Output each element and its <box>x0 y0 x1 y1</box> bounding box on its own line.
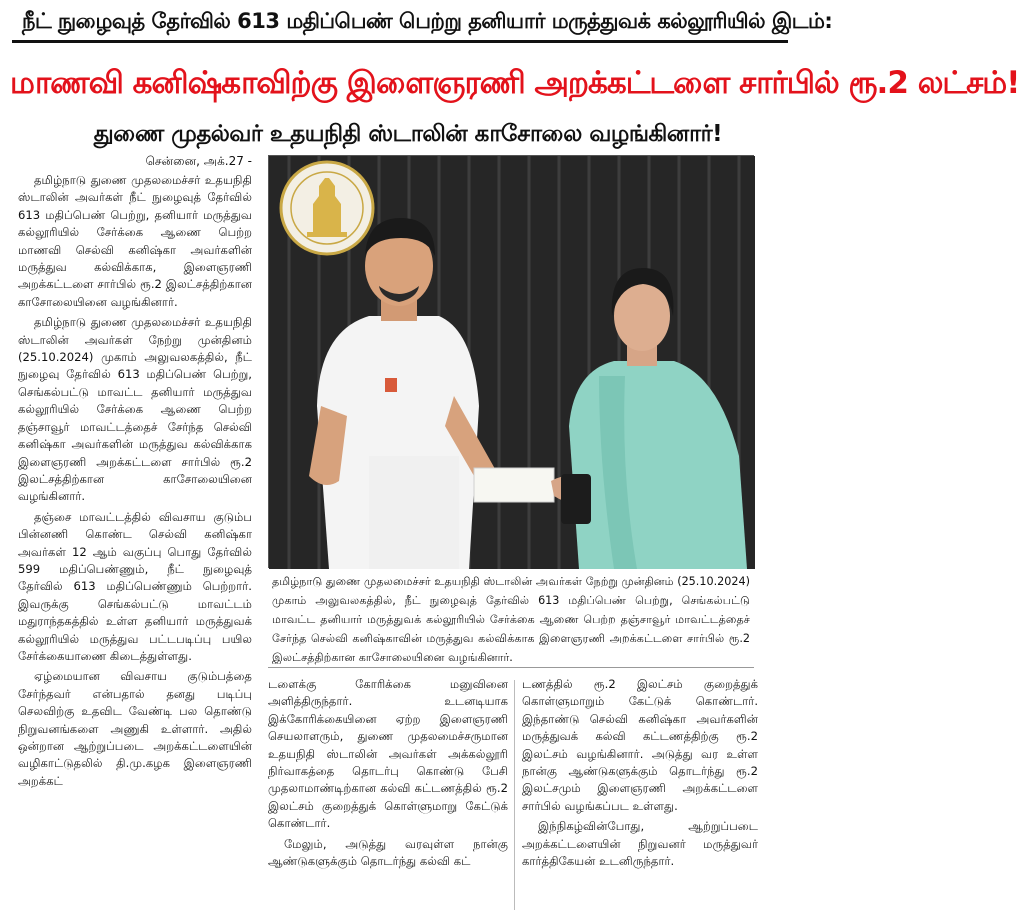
paragraph: டளைக்கு கோரிக்கை மனுவினை அளித்திருந்தார். உடனடியாக இக்கோரிக்கையினை ஏற்ற இளைஞரணி செயலாளரும், துணை முதலமைச்சருமான உதயநிதி ஸ்டாலின் அவர்கள் அக்கல்லூரி நிர்வாகத்தை தொடர்பு கொண்டு பேசி முதலாமாண்டிற்கான கல்வி கட்டணத்தில் ரூ.2 இலட்சம் குறைத்துக் கொள்ளுமாறு கேட்டுக் கொண்டார். <box>268 677 508 831</box>
article-column-left <box>18 152 252 912</box>
news-photo <box>268 155 754 568</box>
paragraph: தஞ்சை மாவட்டத்தில் விவசாய குடும்ப பின்னணி கொண்ட செல்வி கனிஷ்கா அவர்கள் 12 ஆம் வகுப்பு பொது தேர்வில் 599 மதிப்பெண்ணும், நீட் நுழைவுத் தேர்வில் 613 மதிப்பெண்ணும் பெற்றார். இவருக்கு செங்கல்பட்டு மாவட்டம் மதுராந்தகத்தில் உள்ள தனியார் மருத்துவக் கல்லூரியில் மருத்துவ பட்டபடிப்பு பயில சேர்க்கையாணை கிடைத்துள்ளது. <box>18 509 252 663</box>
paragraph: தமிழ்நாடு துணை முதலமைச்சர் உதயநிதி ஸ்டாலின் அவர்கள் நீட் நுழைவுத் தேர்வில் 613 மதிப்பெண் பெற்று, தனியார் மருத்துவ கல்லூரியில் சேர்க்கை ஆணை பெற்ற மாணவி செல்வி கனிஷ்கா அவர்களின் மருத்துவ கல்விக்காக, இளைஞரணி அறக்கட்டளை சார்பில் ரூ.2 இலட்சத்திற்கான காசோலையினை வழங்கினார். <box>18 173 252 309</box>
headline-main: மாணவி கனிஷ்காவிற்கு இளைஞரணி அறக்கட்டளை சார்பில் ரூ.2 லட்சம்! <box>10 65 1019 101</box>
headline-top: நீட் நுழைவுத் தேர்வில் 613 மதிப்பெண் பெற்று தனியார் மருத்துவக் கல்லூரியில் இடம்: <box>22 9 833 33</box>
article-column-right <box>522 676 758 912</box>
photo-caption: தமிழ்நாடு துணை முதலமைச்சர் உதயநிதி ஸ்டாலின் அவர்கள் நேற்று முன்தினம் (25.10.2024) முகாம் அலுவலகத்தில், நீட் நுழைவுத் தேர்வில் 613 மதிப்பெண் பெற்று, செங்கல்பட்டு மாவட்ட தனியார் மருத்துவக் கல்லூரியில் சேர்க்கை ஆணை பெற்ற தஞ்சாவூர் மாவட்டத்தைச் சேர்ந்த செல்வி கனிஷ்காவின் மருத்துவ கல்விக்காக இளைஞரணி அறக்கட்டளை சார்பில் ரூ.2 இலட்சத்திற்கான காசோலையினை வழங்கினார். <box>268 570 754 668</box>
paragraph: டணத்தில் ரூ.2 இலட்சம் குறைத்துக் கொள்ளுமாறும் கேட்டுக் கொண்டார். இந்தாண்டு செல்வி கனிஷ்கா அவர்களின் மருத்துவக் கல்வி கட்டணத்திற்கு ரூ.2 இலட்சம் வழங்கினார். அடுத்து வர உள்ள நான்கு ஆண்டுகளுக்கும் தொடர்ந்து ரூ.2 இலட்சமும் இளைஞரணி அறக்கட்டளை சார்பில் வழங்கப்பட உள்ளது. <box>522 677 758 813</box>
paragraph: மேலும், அடுத்து வரவுள்ள நான்கு ஆண்டுகளுக்கும் தொடர்ந்து கல்வி கட் <box>268 836 508 869</box>
paragraph: ஏழ்மையான விவசாய குடும்பத்தை சேர்ந்தவர் என்பதால் தனது படிப்பு செலவிற்கு உதவிட வேண்டி பல தொண்டு நிறுவனங்களை அணுகி உள்ளார். அதில் ஒன்றான ஆற்றுப்படை அறக்கட்டளையின் வழிகாட்டுதலில் தி.மு.கழக இளைஞரணி அறக்கட் <box>18 669 252 788</box>
column-divider <box>514 680 515 910</box>
cheque <box>474 468 554 502</box>
headline-sub: துணை முதல்வர் உதயநிதி ஸ்டாலின் காசோலை வழங்கினார்! <box>93 121 723 147</box>
headline-rule <box>12 40 788 43</box>
paragraph: இந்நிகழ்வின்போது, ஆற்றுப்படை அறக்கட்டளையின் நிறுவனர் மருத்துவர் கார்த்திகேயன் உடனிருந்தார். <box>522 819 758 869</box>
photo-illustration <box>269 156 755 569</box>
tamil-nadu-emblem-icon <box>281 162 373 254</box>
paragraph: தமிழ்நாடு துணை முதலமைச்சர் உதயநிதி ஸ்டாலின் அவர்கள் நேற்று முன்தினம் (25.10.2024) முகாம் அலுவலகத்தில், நீட் நுழைவு தேர்வில் 613 மதிப்பெண் பெற்று, செங்கல்பட்டு மாவட்ட தனியார் மருத்துவ கல்லூரியில் சேர்க்கை ஆணை பெற்ற தஞ்சாவூர் மாவட்டத்தைச் சேர்ந்த செல்வி கனிஷ்கா அவர்களின் மருத்துவ கல்விக்காக இளைஞரணி அறக்கட்டளை சார்பில் ரூ.2 இலட்சத்திற்கான காசோலையினை வழங்கினார். <box>18 315 252 504</box>
dateline: சென்னை, அக்.27 - <box>145 154 252 168</box>
article-column-middle <box>268 676 508 912</box>
